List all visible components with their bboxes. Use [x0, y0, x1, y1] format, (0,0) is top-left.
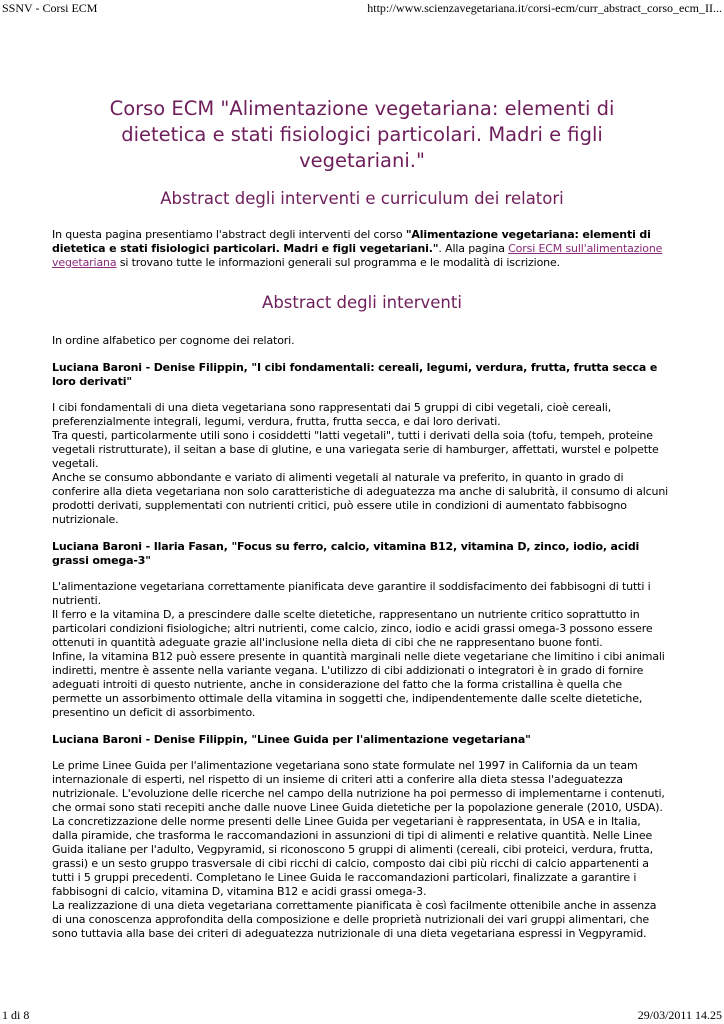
print-header-site-title: SSNV - Corsi ECM [2, 1, 98, 15]
page-title [52, 96, 672, 174]
corsi-ecm-link[interactable]: Corsi ECM sull'alimentazione vegetariana [52, 242, 663, 269]
abstract-body: Le prime Linee Guida per l'alimentazione vegetariana sono state formulate nel 1997 in California da un team internazionale di esperti, nel rispetto di un insieme di criteri atti a conferire alla dieta stessa l'adeguatezza nutrizionale. L'evoluzione delle ricerche nel campo della nutrizione ha poi permesso di implementarne i contenuti, che ormai sono stati recepiti anche dalle nuove Linee Guida dietetiche per la popolazione generale (2010, USDA). La concretizzazione delle norme presenti delle Linee Guida per vegetariani è rappresentata, in USA e in Italia, dalla piramide, che trasforma le raccomandazioni in assunzioni di tipi di alimenti e relative quantità. Nelle Linee Guida italiane per l'adulto, Vegpyramid, si riconoscono 5 gruppi di alimenti (cereali, cibi proteici, verdura, frutta, grassi) e un sesto gruppo trasversale di cibi ricchi di calcio, composto dai cibi più ricchi di calcio appartenenti a tutti i 5 gruppi precedenti. Completano le Linee Guida le raccomandazioni particolari, finalizzate a garantire i fabbisogni di calcio, vitamina D, vitamina B12 e acidi grassi omega-3. La realizzazione di una dieta vegetariana correttamente pianificata è così facilmente ottenibile anche in assenza di una conoscenza approfondita della composizione e delle proprietà nutrizionali dei vari gruppi alimentari, che sono tuttavia alla base dei criteri di adeguatezza nutrizionale di una dieta vegetariana espressi in Vegpyramid. [52, 759, 665, 940]
abstracts-list [52, 361, 672, 941]
page-title-line: dietetica e stati fisiologici particolari. Madri e figli [121, 123, 603, 146]
print-header [0, 1, 724, 17]
page-title-line: vegetariani." [299, 149, 425, 172]
print-header-url: http://www.scienzavegetariana.it/corsi-ecm/curr_abstract_corso_ecm_II... [367, 1, 722, 15]
section-heading: Abstract degli interventi [262, 293, 462, 312]
order-note: In ordine alfabetico per cognome dei relatori. [52, 334, 295, 347]
intro-mid: . Alla pagina [438, 242, 509, 255]
print-footer-page-count: 1 di 8 [2, 1008, 30, 1022]
print-footer-datetime: 29/03/2011 14.25 [637, 1008, 722, 1022]
abstract-title: Luciana Baroni - Denise Filippin, "I cibi fondamentali: cereali, legumi, verdura, frutta, frutta secca e loro derivati" [52, 361, 658, 388]
intro-tail: si trovano tutte le informazioni generali sul programma e le modalità di iscrizione. [116, 256, 560, 269]
intro-course-name: "Alimentazione vegetariana: elementi di dietetica e stati fisiologici particolari. Madri e figli vegetariani." [52, 228, 651, 255]
intro-lead: In questa pagina presentiamo l'abstract degli interventi del corso [52, 228, 406, 241]
abstract-title: Luciana Baroni - Denise Filippin, "Linee Guida per l'alimentazione vegetariana" [52, 733, 531, 746]
print-footer [0, 1008, 724, 1024]
abstract-body: L'alimentazione vegetariana correttamente pianificata deve garantire il soddisfacimento dei fabbisogni di tutti i nutrienti. Il ferro e la vitamina D, a prescindere dalle scelte dietetiche, rappresentano un nutriente critico soprattutto in particolari condizioni fisiologiche; altri nutrienti, come calcio, zinco, iodio e acidi grassi omega-3 possono essere ottenuti in quantità adeguate grazie all'inclusione nella dieta di cibi che ne rappresentano buone fonti. Infine, la vitamina B12 può essere presente in quantità marginali nelle diete vegetariane che limitino i cibi animali indiretti, mentre è assente nella variante vegana. L'utilizzo di cibi addizionati o integratori è in grado di fornire adeguati introiti di questo nutriente, anche in considerazione del fatto che la forma cristallina è quella che permette un assorbimento ottimale della vitamina in soggetti che, indipendentemente dalle scelte dietetiche, presentino un deficit di assorbimento. [52, 580, 665, 719]
page-title-line: Corso ECM "Alimentazione vegetariana: elementi di [109, 97, 615, 120]
abstract-body: I cibi fondamentali di una dieta vegetariana sono rappresentati dai 5 gruppi di cibi vegetali, cioè cereali, preferenzialmente integrali, legumi, verdura, frutta, frutta secca, e dai loro derivati. Tra questi, particolarmente utili sono i cosiddetti "latti vegetali", tutti i derivati della soia (tofu, tempeh, proteine vegetali ristrutturate), il seitan a base di glutine, e una variegata serie di hamburger, affettati, wurstel e polpette vegetali. Anche se consumo abbondante e variato di alimenti vegetali al naturale va preferito, in quanto in grado di conferire alla dieta vegetariana non solo caratteristiche di adeguatezza ma anche di salubrità, il consumo di alcuni prodotti derivati, supplementati con nutrienti critici, può essere utile in condizioni di aumentato fabbisogno nutrizionale. [52, 401, 669, 526]
intro-paragraph [52, 228, 672, 270]
abstract-title: Luciana Baroni - Ilaria Fasan, "Focus su ferro, calcio, vitamina B12, vitamina D, zinco, iodio, acidi grassi omega-3" [52, 540, 640, 567]
page-content [52, 96, 672, 941]
page-subtitle: Abstract degli interventi e curriculum dei relatori [160, 189, 564, 208]
